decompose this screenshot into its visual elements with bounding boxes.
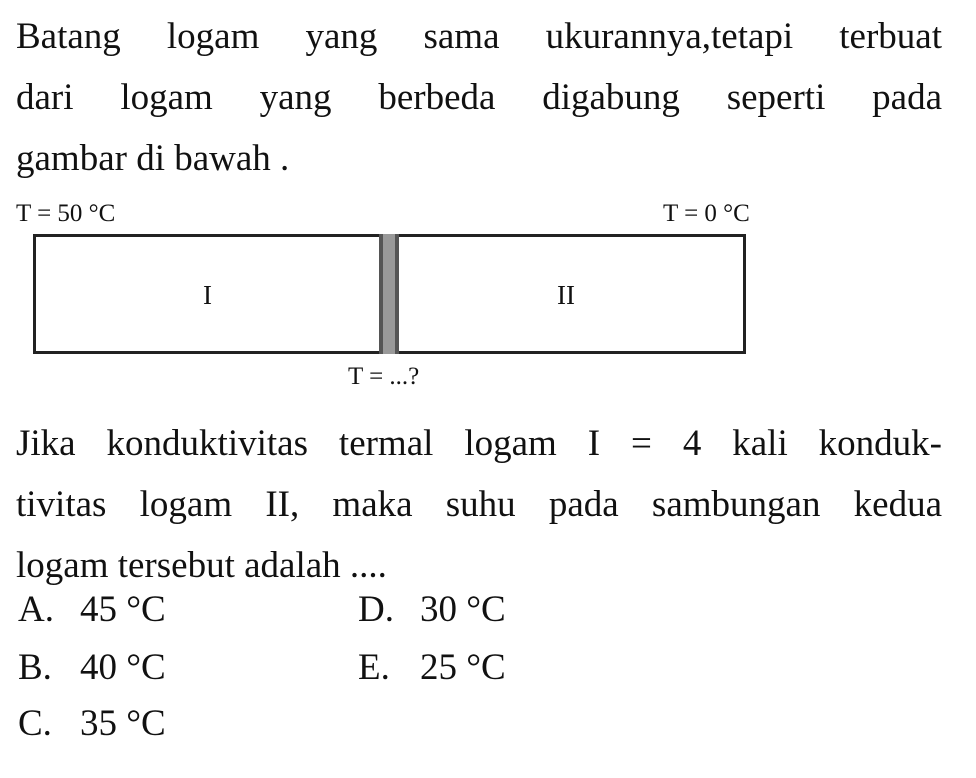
option-value: 40 °C xyxy=(80,647,166,688)
question-line: tivitas logam II, maka suhu pada sambungan kedua xyxy=(16,484,942,525)
bar-2-label: II xyxy=(557,280,575,310)
option-value: 45 °C xyxy=(80,589,166,630)
intro-paragraph xyxy=(16,6,942,189)
option-d[interactable] xyxy=(358,588,506,631)
bar-joint xyxy=(379,234,399,354)
option-letter: C. xyxy=(18,703,52,744)
option-value: 25 °C xyxy=(420,647,506,688)
question-line: Jika konduktivitas termal logam I = 4 kali konduk- xyxy=(16,423,942,464)
option-c[interactable] xyxy=(18,702,166,745)
option-b[interactable] xyxy=(18,646,166,689)
question-paragraph xyxy=(16,413,942,596)
bar-1-label: I xyxy=(203,280,212,310)
intro-line: dari logam yang berbeda digabung seperti pada xyxy=(16,77,942,118)
option-letter: A. xyxy=(18,589,54,630)
option-value: 35 °C xyxy=(80,703,166,744)
intro-line: gambar di bawah . xyxy=(16,138,290,179)
option-a[interactable] xyxy=(18,588,166,631)
option-letter: E. xyxy=(358,647,390,688)
option-letter: B. xyxy=(18,647,52,688)
option-letter: D. xyxy=(358,589,394,630)
question-line: logam tersebut adalah .... xyxy=(16,545,387,586)
intro-line: Batang logam yang sama ukurannya,tetapi terbuat xyxy=(16,16,942,57)
option-e[interactable] xyxy=(358,646,506,689)
joint-temperature-label: T = ...? xyxy=(348,363,420,390)
right-temperature-label: T = 0 °C xyxy=(663,200,750,227)
left-temperature-label: T = 50 °C xyxy=(16,200,116,227)
option-value: 30 °C xyxy=(420,589,506,630)
